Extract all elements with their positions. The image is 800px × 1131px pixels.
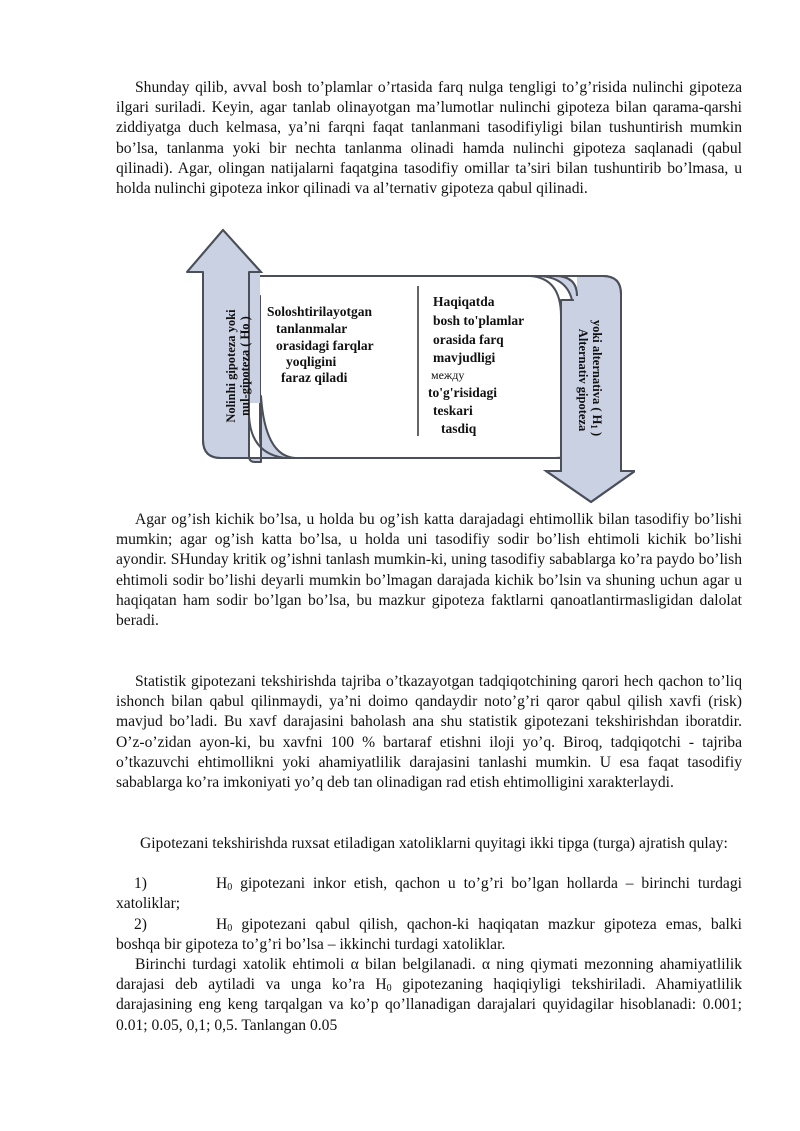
list-item-1-number: 1) <box>134 875 147 892</box>
left-box-line-5: faraz qiladi <box>281 370 348 385</box>
left-box-line-3: orasidagi farqlar <box>276 338 374 353</box>
right-box-line-5: между <box>431 368 465 382</box>
list-item-2: 2) $H_0$ gipotezani qabul qilish, qachon-ki haqiqatan mazkur gipoteza emas, balki boshqa bir gipoteza to’g’ri bo’lsa – ikkinchi turdagi xatoliklar. <box>116 916 742 954</box>
right-box-line-4: mavjudligi <box>433 350 496 365</box>
hypothesis-diagram <box>185 226 635 506</box>
right-box-line-8: tasdiq <box>441 421 477 436</box>
list-item-2-number: 2) <box>134 916 147 933</box>
left-box-line-4: yoqligini <box>286 354 337 369</box>
left-arrow-label-2: nul-gipoteza ( Ho ) <box>238 316 252 416</box>
left-arrow-label-1: Nolinhi gipoteza yoki <box>224 309 238 423</box>
right-box-line-1: Haqiqatda <box>433 294 495 309</box>
paragraph-1: Shunday qilib, avval bosh to’plamlar o’rtasida farq nulga tengligi to’g’risida nulinchi gipoteza ilgari suriladi. Keyin, agar tanlab olinayotgan ma’lumotlar nulinchi gipoteza bilan qarama-qarshi ziddiyatga duch kelmasa, ya’ni farqni faqat tanlanmani tasodifiyligi bilan tushuntirish mumkin bo’lsa, tanlanma yoki bir nechta tanlanma olinadi hamda nulinchi gipoteza saqlanadi (qabul qilinadi). Agar, olingan natijalarni faqatgina tasodifiy omillar ta’siri bilan tushuntirib bo’lmasa, u holda nulinchi gipoteza inkor qilinadi va al’ternativ gipoteza qabul qilinadi. <box>116 79 742 198</box>
paragraph-3: Statistik gipotezani tekshirishda tajriba o’tkazayotgan tadqiqotchining qarori hech qachon to’liq ishonch bilan qabul qilinmaydi, ya’ni doimo qandaydir noto’g’ri qaror qabul qilish xavfi (risk) mavjud bo’ladi. Bu xavf darajasini baholash ana shu statistik gipotezani tekshirishdan iboratdir. O’z-o’zidan ayon-ki, bu xavfni 100 % bartaraf etishni iloji yo’q. Biroq, tadqiqotchi - tajriba o’tkazuvchi ehtimollikni yoki ahamiyatlilik darajasini tanlashi mumkin. U esa faqat tasodifiy sabablarga ko’ra imkoniyati yo’q deb tan olinadigan rad etish ehtimolligini xarakterlaydi. <box>116 673 742 792</box>
right-box-line-6: to'g'risidagi <box>428 385 498 400</box>
right-box-line-2: bosh to'plamlar <box>433 313 525 328</box>
right-box-line-3: orasida farq <box>433 332 504 347</box>
list-item-1: 1) $H_0$ gipotezani inkor etish, qachon u to’g’ri bo’lgan hollarda – birinchi turdagi xatoliklar; <box>116 875 742 913</box>
left-box-line-1: Soloshtirilayotgan <box>267 304 373 319</box>
paragraph-2: Agar og’ish kichik bo’lsa, u holda bu og’ish katta darajadagi ehtimollik bilan tasodifiy bo’lishi mumkin; agar og’ish katta bo’lsa, u holda uni tasodifiy sodir bo’lish ehtimoli kichik bo’lishi ayondir. SHunday kritik og’ishni tanlash mumkin-ki, uning tasodifiy sabablarga ko’ra paydo bo’lish ehtimoli sodir bo’lishi deyarli mumkin bo’lmagan darajada kichik bo’lsin va shuning uchun agar u haqiqatan ham sodir bo’lgan bo’lsa, bu mazkur gipoteza faktlarni qanoatlantirmasligidan dalolat beradi. <box>116 511 742 630</box>
paragraph-4: Gipotezani tekshirishda ruxsat etiladigan xatoliklarni quyitagi ikki tipga (turga) ajratish qulay: <box>140 835 728 852</box>
right-box-line-7: teskari <box>433 403 473 418</box>
left-box-line-2: tanlanmalar <box>276 321 348 336</box>
right-arrow-label-2: yoki alternativa ( H1 ) <box>589 319 604 437</box>
right-arrow-label-1: Alternativ gipoteza <box>576 328 590 432</box>
paragraph-5: Birinchi turdagi xatolik ehtimoli α bilan belgilanadi. α ning qiymati mezonning ahamiyatlilik darajasi deb aytiladi va unga ko’ra $H_0$ gipotezaning haqiqiyligi tekshiriladi. Ahamiyatlilik darajasining eng keng tarqalgan va ko’p qo’llanadigan darajalari quyidagilar hisoblanadi: 0.001; 0.01; 0.05, 0,1; 0,5. Tanlangan 0.05 <box>116 956 742 1034</box>
